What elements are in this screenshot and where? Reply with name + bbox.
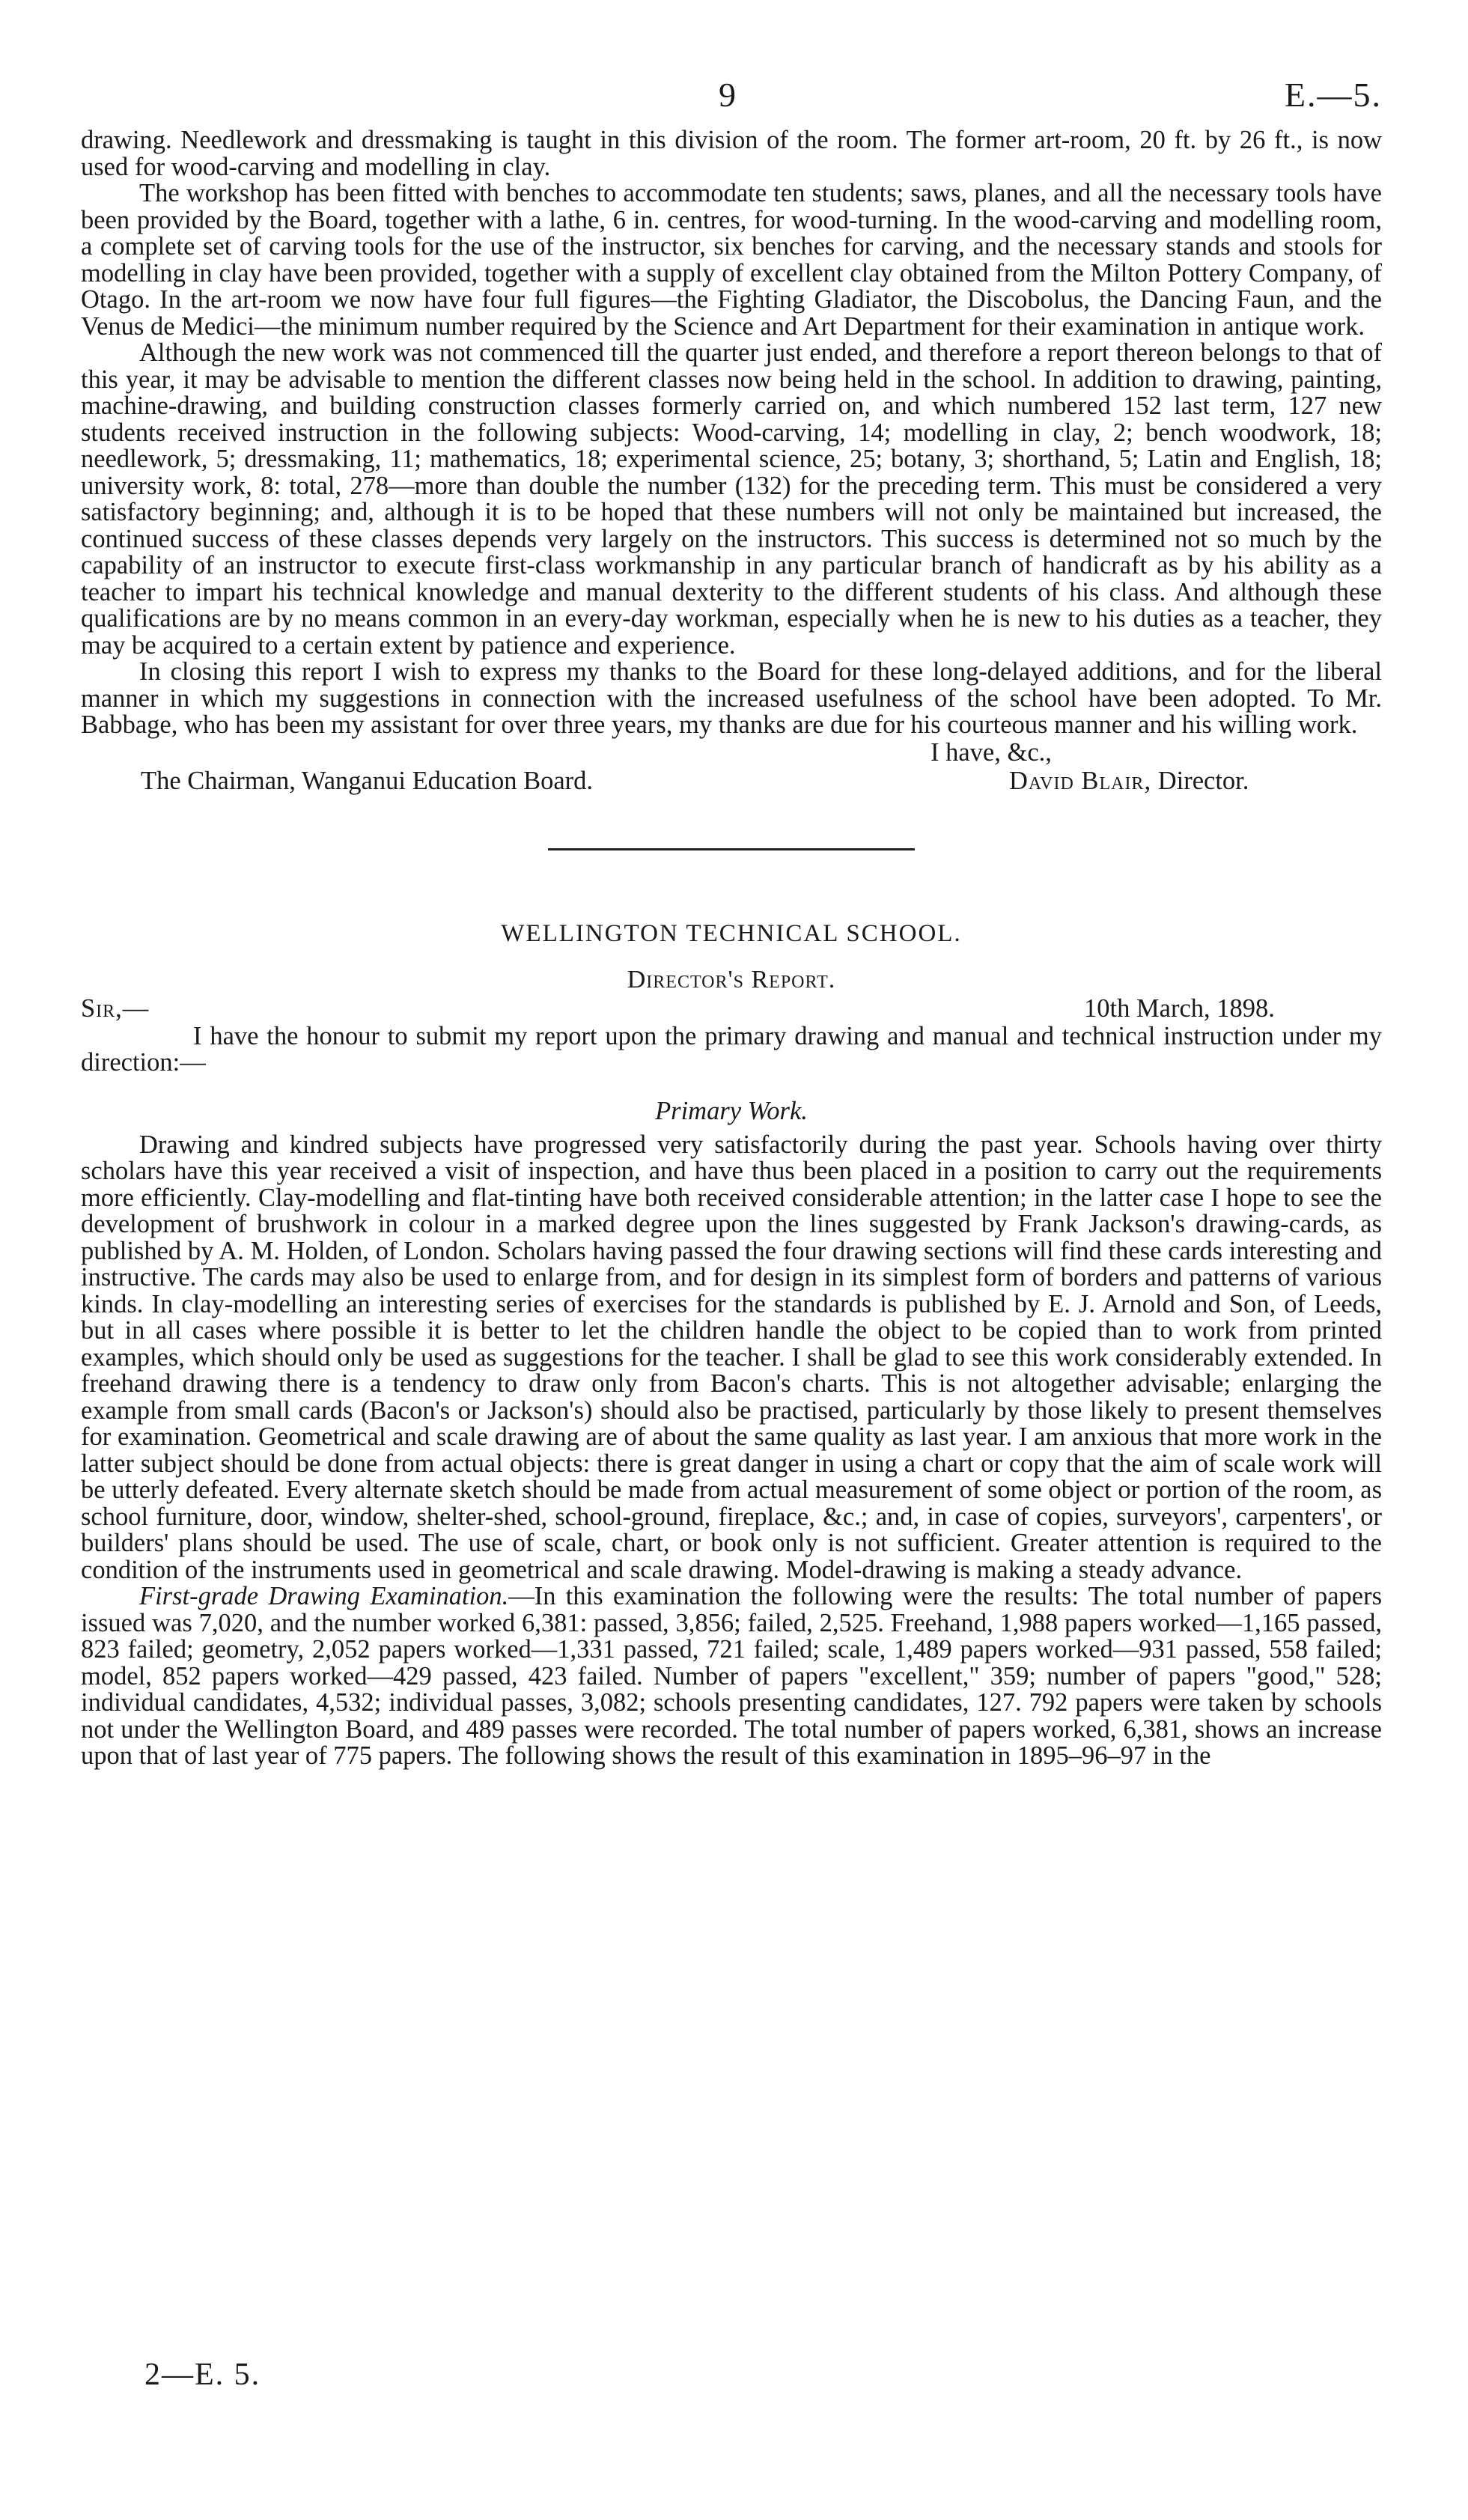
section-title: WELLINGTON TECHNICAL SCHOOL. xyxy=(501,919,962,947)
salutation-row xyxy=(81,993,1382,1023)
signatory xyxy=(1009,767,1249,794)
signatory-title: Director. xyxy=(1157,766,1249,795)
report-date: 10th March, 1898. xyxy=(1084,993,1275,1023)
first-grade-exam-body: —In this examination the following were the results: The total number of papers issued was 7,020, and the number worked 6,381: passed, 3,856; failed, 2,525. Freehand, 1,988 papers worked—1,165 passed, 823 failed; geometry, 2,052 papers worked—1,331 passed, 721 failed; scale, 1,489 papers worked—931 passed, 558 failed; model, 852 papers worked—429 passed, 423 failed. Number of papers "excellent," 359; number of papers "good," 528; individual candidates, 4,532; individual passes, 3,082; schools presenting candidates, 127. 792 papers were taken by schools not under the Wellington Board, and 489 passes were recorded. The total number of papers worked, 6,381, shows an increase upon that of last year of 775 papers. The following shows the result of this examination in 1895–96–97 in the xyxy=(81,1582,1382,1770)
signoff-block xyxy=(81,739,1382,799)
page-number: 9 xyxy=(719,76,736,114)
salutation: Sir,— xyxy=(81,993,150,1023)
document-page xyxy=(81,75,1382,1770)
series-code: E.—5. xyxy=(1284,76,1382,114)
paragraph-first-grade-exam xyxy=(81,1583,1382,1770)
report-subtitle: Director's Report. xyxy=(627,965,836,993)
section-heading-primary-work: Primary Work. xyxy=(655,1096,808,1125)
signatory-name: David Blair, xyxy=(1009,766,1152,795)
paragraph-closing-thanks: In closing this report I wish to express my thanks to the Board for these long-delayed additions, and for the liberal manner in which my suggestions in connection with the increased usefulness of the school have been adopted. To Mr. Babbage, who has been my assistant for over three years, my thanks are due for his courteous manner and his willing work. xyxy=(81,657,1382,739)
signature-mark: 2—E. 5. xyxy=(144,2358,261,2392)
addressee: The Chairman, Wanganui Education Board. xyxy=(141,766,594,795)
section-divider xyxy=(548,848,915,850)
paragraph-workshop: The workshop has been fitted with benches to accommodate ten students; saws, planes, and all the necessary tools have been provided by the Board, together with a lathe, 6 in. centres, for wood-turning. In the wood-carving and modelling room, a complete set of carving tools for the use of the instructor, six benches for carving, and the necessary stands and stools for modelling in clay have been provided, together with a supply of excellent clay obtained from the Milton Pottery Company, of Otago. In the art-room we now have four full figures—the Fighting Gladiator, the Discobolus, the Dancing Faun, and the Venus de Medici—the minimum number required by the Science and Art Department for their examination in antique work. xyxy=(81,179,1382,341)
paragraph-classes: Although the new work was not commenced till the quarter just ended, and therefore a report thereon belongs to that of this year, it may be advisable to mention the different classes now being held in the school. In addition to drawing, painting, machine-drawing, and building construction classes formerly carried on, and which numbered 152 last term, 127 new students received instruction in the following subjects: Wood-carving, 14; modelling in clay, 2; bench woodwork, 18; needlework, 5; dressmaking, 11; mathematics, 18; experimental science, 25; botany, 3; shorthand, 5; Latin and English, 18; university work, 8: total, 278—more than double the number (132) for the preceding term. This must be considered a very satisfactory beginning; and, although it is to be hoped that these numbers will not only be maintained but increased, the continued success of these classes depends very largely on the instructors. This success is determined not so much by the capability of an instructor to execute first-class workmanship in any particular branch of handicraft as by his ability as a teacher to impart his technical knowledge and manual dexterity to the different students of his class. And although these qualifications are by no means common in an every-day workman, especially when he is new to his duties as a teacher, they may be acquired to a certain extent by patience and experience. xyxy=(81,338,1382,660)
paragraph-needlework: drawing. Needlework and dressmaking is taught in this division of the room. The former art-room, 20 ft. by 26 ft., is now used for wood-carving and modelling in clay. xyxy=(81,126,1382,181)
paragraph-intro: I have the honour to submit my report upon the primary drawing and manual and technical instruction under my direction:— xyxy=(81,1021,1382,1077)
first-grade-exam-label: First-grade Drawing Examination. xyxy=(139,1582,509,1610)
page-header xyxy=(81,75,1382,127)
paragraph-primary-work: Drawing and kindred subjects have progressed very satisfactorily during the past year. Schools having over thirty scholars have this year received a visit of inspection, and have thus been placed in a position to carry out the requirements more efficiently. Clay-modelling and flat-tinting have both received considerable attention; in the latter case I hope to see the development of brushwork in colour in a marked degree upon the lines suggested by Frank Jackson's drawing-cards, as published by A. M. Holden, of London. Scholars having passed the four drawing sections will find these cards interesting and instructive. The cards may also be used to enlarge from, and for design in its simplest form of borders and patterns of various kinds. In clay-modelling an interesting series of exercises for the standards is published by E. J. Arnold and Son, of Leeds, but in all cases where possible it is better to let the children handle the object to be copied than to work from printed examples, which should only be used as suggestions for the teacher. I shall be glad to see this work considerably extended. In freehand drawing there is a tendency to draw only from Bacon's charts. This is not altogether advisable; enlarging the example from small cards (Bacon's or Jackson's) should also be practised, particularly by those likely to present themselves for examination. Geometrical and scale drawing are of about the same quality as last year. I am anxious that more work in the latter subject should be done from actual objects: there is great danger in using a chart or copy that the aim of scale work will be utterly defeated. Every alternate sketch should be made from actual measurement of some object or portion of the room, as school furniture, door, window, shelter-shed, school-ground, fireplace, &c.; and, in case of copies, surveyors', carpenters', or builders' plans should be used. The use of scale, chart, or book only is not sufficient. Greater attention is required to the condition of the instruments used in geometrical and scale drawing. Model-drawing is making a steady advance. xyxy=(81,1130,1382,1584)
closing-formula: I have, &c., xyxy=(931,737,1052,767)
